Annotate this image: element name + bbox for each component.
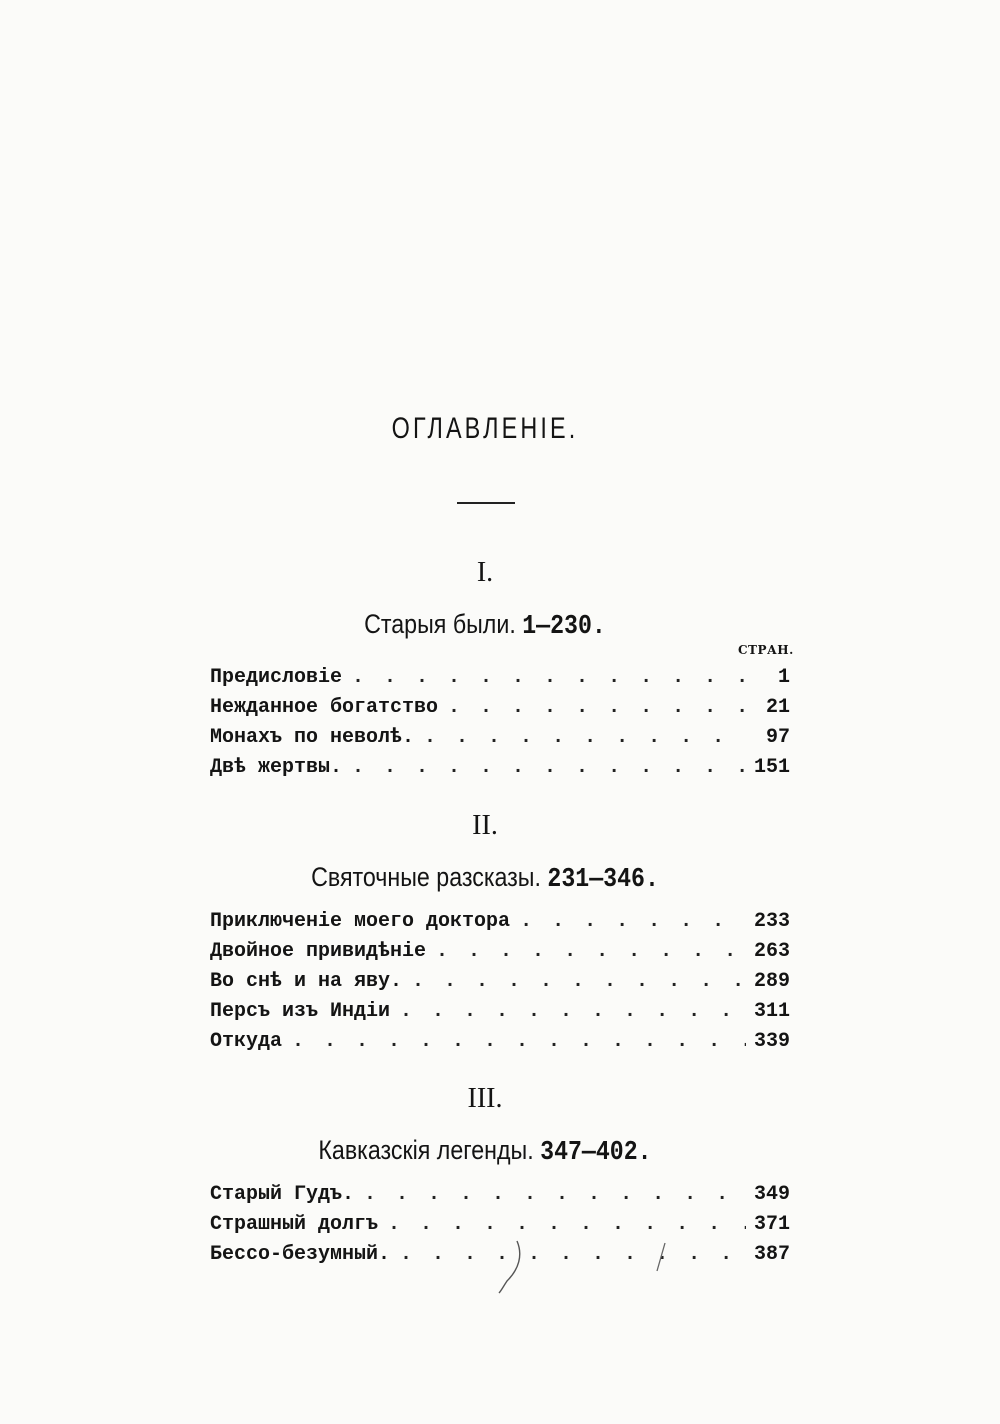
entry-title: Двойное привидѣніе [210, 940, 427, 963]
dot-leader [292, 1030, 746, 1053]
title-rule [457, 502, 515, 504]
toc-entry[interactable] [210, 1030, 790, 1060]
section-3-title [68, 1135, 902, 1168]
dot-leader [352, 756, 746, 779]
entry-page: 349 [753, 1183, 790, 1206]
entry-page: 311 [753, 1000, 790, 1023]
entry-title: Во снѣ и на яву. [210, 970, 403, 993]
dot-leader [412, 970, 746, 993]
entry-page: 233 [753, 910, 790, 933]
dot-leader [388, 1213, 746, 1236]
toc-entry[interactable] [210, 1213, 790, 1243]
toc-entry[interactable] [210, 910, 790, 940]
page-column-header: СТРАН. [738, 643, 794, 657]
entry-title: Страшный долгъ [210, 1213, 379, 1236]
dot-leader [424, 726, 746, 749]
entry-title: Бессо-безумный. [210, 1243, 391, 1266]
section-2-title-text: Святочные разсказы. [311, 862, 541, 892]
entry-title: Нежданное богатство [210, 696, 439, 719]
entry-page: 263 [753, 940, 790, 963]
section-2-title [68, 862, 902, 895]
entry-title: Старый Гудъ. [210, 1183, 355, 1206]
entry-page: 21 [765, 696, 790, 719]
dot-leader [436, 940, 746, 963]
dot-leader [448, 696, 746, 719]
section-1-number: I. [476, 557, 494, 588]
toc-entry[interactable] [210, 726, 790, 756]
toc-entry[interactable] [210, 1000, 790, 1030]
entry-title: Приключеніе моего доктора [210, 910, 511, 933]
entry-title: Персъ изъ Индіи [210, 1000, 391, 1023]
entry-title: Монахъ по неволѣ. [210, 726, 415, 749]
section-3-entries [210, 1183, 790, 1273]
section-1-entries [210, 666, 790, 786]
toc-entry[interactable] [210, 1183, 790, 1213]
entry-page: 387 [753, 1243, 790, 1266]
section-2-number: II. [472, 810, 498, 841]
dot-leader [400, 1000, 746, 1023]
toc-entry[interactable] [210, 666, 790, 696]
entry-page: 371 [753, 1213, 790, 1236]
entry-page: 339 [753, 1030, 790, 1053]
toc-entry[interactable] [210, 1243, 790, 1273]
section-3-title-text: Кавказскія легенды. [318, 1135, 534, 1165]
dot-leader [352, 666, 746, 689]
dot-leader [520, 910, 746, 933]
section-1-range: 1—230. [522, 612, 606, 642]
section-3-range: 347—402. [540, 1138, 652, 1168]
toc-entry[interactable] [210, 696, 790, 726]
dot-leader [364, 1183, 746, 1206]
section-1-title [68, 609, 902, 642]
entry-title: Предисловіе [210, 666, 343, 689]
entry-page: 151 [753, 756, 790, 779]
section-2-entries [210, 910, 790, 1060]
toc-entry[interactable] [210, 940, 790, 970]
toc-entry[interactable] [210, 970, 790, 1000]
page-title: ОГЛАВЛЕНIЕ. [391, 412, 579, 445]
section-3-number: III. [467, 1083, 503, 1114]
section-2-range: 231—346. [547, 865, 659, 895]
section-1-title-text: Старыя были. [364, 609, 516, 639]
toc-entry[interactable] [210, 756, 790, 786]
entry-title: Двѣ жертвы. [210, 756, 343, 779]
entry-title: Откуда [210, 1030, 283, 1053]
dot-leader [400, 1243, 746, 1266]
entry-page: 289 [753, 970, 790, 993]
entry-page: 1 [777, 666, 790, 689]
entry-page: 97 [765, 726, 790, 749]
